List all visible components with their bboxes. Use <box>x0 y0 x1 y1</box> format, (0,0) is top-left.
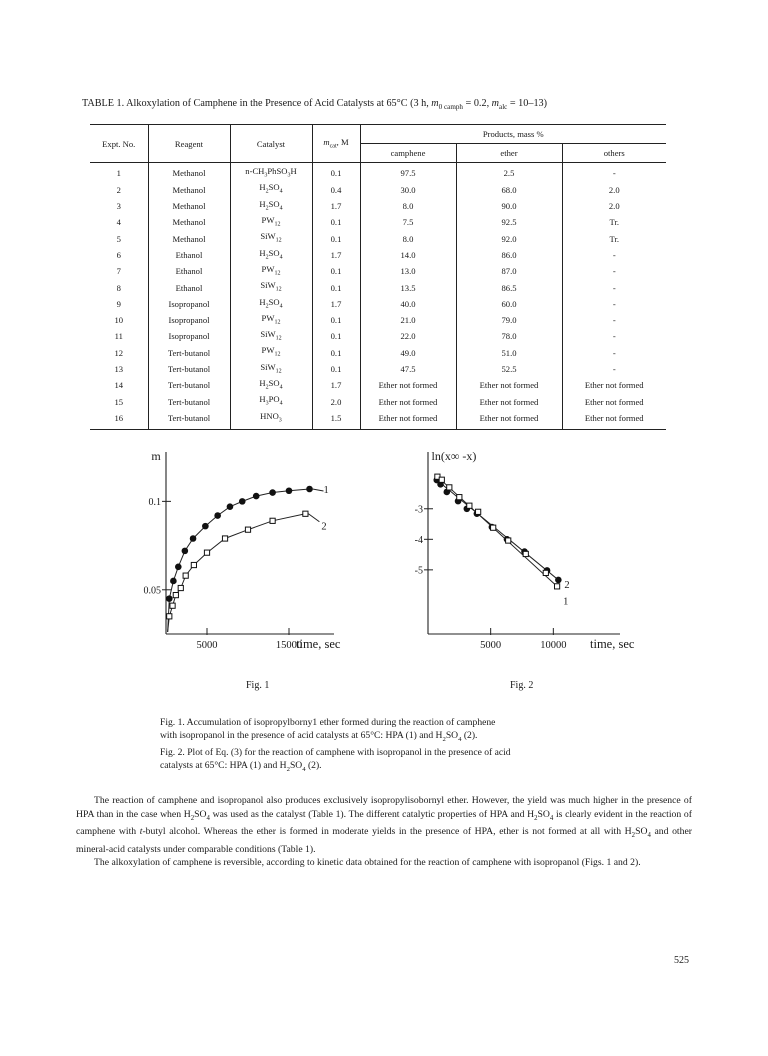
cell-reagent: Ethanol <box>148 280 230 296</box>
cell-mcat: 0.1 <box>312 313 360 329</box>
data-point <box>166 595 173 602</box>
cell-others: - <box>562 362 666 378</box>
table-row <box>90 345 666 361</box>
data-point <box>214 512 221 519</box>
x-tick-label: 5000 <box>196 640 218 651</box>
cell-camphene: 21.0 <box>360 313 456 329</box>
figure-captions <box>160 716 640 776</box>
cell-camphene: Ether not formed <box>360 411 456 430</box>
cell-ether: 92.0 <box>456 231 562 247</box>
figure-1-chart <box>120 446 380 666</box>
table-row <box>90 411 666 430</box>
cell-mcat: 1.7 <box>312 297 360 313</box>
cell-others: - <box>562 280 666 296</box>
y-tick-label: 0.1 <box>148 496 161 508</box>
table-row <box>90 231 666 247</box>
cell-camphene: 8.0 <box>360 231 456 247</box>
cell-reagent: Tert-butanol <box>148 411 230 430</box>
cell-catalyst: $H_2SO_4$ <box>230 297 312 313</box>
series-label-leader <box>313 489 324 491</box>
body-text <box>76 794 692 870</box>
cell-reagent: Methanol <box>148 199 230 215</box>
cell-ether: 87.0 <box>456 264 562 280</box>
cell-expt-no: 8 <box>116 282 121 293</box>
table-row <box>90 182 666 198</box>
page-number: 525 <box>674 955 689 966</box>
cell-expt-no: 6 <box>116 249 121 260</box>
data-point <box>543 570 548 575</box>
cell-camphene: 13.5 <box>360 280 456 296</box>
header-reagent: Reagent <box>148 125 230 163</box>
cell-ether: Ether not formed <box>456 411 562 430</box>
cell-others: - <box>562 248 666 264</box>
table-row <box>90 248 666 264</box>
figure-2-chart <box>394 446 664 666</box>
header-ether: ether <box>456 144 562 163</box>
cell-expt-no: 4 <box>116 217 121 228</box>
cell-mcat: 1.5 <box>312 411 360 430</box>
data-point <box>457 495 462 500</box>
cell-mcat: 0.4 <box>312 182 360 198</box>
cell-reagent: Isopropanol <box>148 313 230 329</box>
cell-camphene: 30.0 <box>360 182 456 198</box>
cell-others: - <box>562 313 666 329</box>
series-label-leader <box>308 514 319 522</box>
cell-ether: 79.0 <box>456 313 562 329</box>
header-catalyst: Catalyst <box>230 125 312 163</box>
series-line-2 <box>437 480 559 580</box>
cell-mcat: 0.1 <box>312 215 360 231</box>
cell-ether: 52.5 <box>456 362 562 378</box>
y-tick-label: -3 <box>414 504 423 516</box>
cell-catalyst: $H_2SO_4$ <box>230 248 312 264</box>
cell-reagent: Methanol <box>148 182 230 198</box>
data-point <box>222 536 227 541</box>
cell-others: - <box>562 297 666 313</box>
cell-mcat: 0.1 <box>312 362 360 378</box>
cell-catalyst: $PW_{12}$ <box>230 345 312 361</box>
data-point <box>178 585 183 590</box>
data-point <box>204 550 209 555</box>
cell-camphene: 8.0 <box>360 199 456 215</box>
cell-expt-no: 11 <box>114 331 123 342</box>
cell-reagent: Methanol <box>148 163 230 183</box>
data-point <box>491 525 496 530</box>
table-row <box>90 394 666 410</box>
header-mcat: $m_{cat}$, M <box>312 125 360 163</box>
cell-ether: Ether not formed <box>456 378 562 394</box>
cell-ether: 92.5 <box>456 215 562 231</box>
cell-camphene: 97.5 <box>360 163 456 183</box>
cell-mcat: 1.7 <box>312 199 360 215</box>
cell-expt-no: 5 <box>116 233 121 244</box>
cell-mcat: 0.1 <box>312 345 360 361</box>
series-line-1 <box>168 489 310 632</box>
cell-mcat: 0.1 <box>312 280 360 296</box>
cell-others: Tr. <box>562 215 666 231</box>
alkoxylation-table <box>90 124 666 430</box>
x-axis-label: time, sec <box>296 637 341 651</box>
cell-others: Tr. <box>562 231 666 247</box>
fig1-caption-line1: Fig. 1. Accumulation of isopropylborny1 ether formed during the reaction of camphene <box>160 717 496 728</box>
cell-reagent: Methanol <box>148 231 230 247</box>
data-point <box>555 577 562 584</box>
cell-mcat: 1.7 <box>312 248 360 264</box>
data-point <box>506 538 511 543</box>
cell-reagent: Isopropanol <box>148 329 230 345</box>
series-line-1 <box>437 477 557 587</box>
cell-mcat: 2.0 <box>312 394 360 410</box>
cell-reagent: Methanol <box>148 215 230 231</box>
data-point <box>175 564 182 571</box>
cell-catalyst: $PW_{12}$ <box>230 215 312 231</box>
series-label: 2 <box>321 521 327 533</box>
data-point <box>183 573 188 578</box>
cell-others: - <box>562 345 666 361</box>
cell-camphene: Ether not formed <box>360 394 456 410</box>
fig2-caption-line1: Fig. 2. Plot of Eq. (3) for the reaction of camphene with isopropanol in the presence of acid <box>160 746 511 758</box>
data-point <box>190 535 197 542</box>
data-point <box>447 485 452 490</box>
cell-camphene: 47.5 <box>360 362 456 378</box>
cell-others: Ether not formed <box>562 411 666 430</box>
data-point <box>173 592 178 597</box>
y-tick-label: -5 <box>414 565 423 577</box>
header-camphene: camphene <box>360 144 456 163</box>
cell-reagent: Ethanol <box>148 264 230 280</box>
data-point <box>191 562 196 567</box>
x-tick-label: 10000 <box>540 640 567 651</box>
cell-expt-no: 14 <box>114 380 124 391</box>
cell-camphene: 22.0 <box>360 329 456 345</box>
paragraph-1: The reaction of camphene and isopropanol also produces exclusively isopropylisobornyl ether. However, the yield was much higher in the presence of HPA than in the case when $H_2SO_4$ was used as the catalyst (Table 1). The different catalytic properties of HPA and $H_2SO_4$ is clearly evident in the reaction of camphene with t-butyl alcohol. Whereas the ether is formed in moderate yields in the presence of HPA, ether is not formed at all with $H_2SO_4$ and other mineral-acid catalysts under comparable conditions (Table 1). <box>76 795 692 855</box>
table-row <box>90 163 666 183</box>
cell-ether: Ether not formed <box>456 394 562 410</box>
cell-catalyst: SiW$_{12}$ <box>230 362 312 378</box>
fig1-caption-line2: with isopropanol in the presence of acid catalysts at 65°C: HPA (1) and $H_2SO_4$ (2). <box>160 730 478 743</box>
x-tick-label: 15000 <box>275 640 303 651</box>
cell-expt-no: 1 <box>116 168 121 179</box>
cell-expt-no: 15 <box>114 396 124 407</box>
table-row <box>90 199 666 215</box>
cell-catalyst: SiW$_{12}$ <box>230 231 312 247</box>
cell-expt-no: 2 <box>116 184 121 195</box>
table-row <box>90 378 666 394</box>
header-expt-no: Expt. No. <box>90 125 148 163</box>
x-tick-label: 5000 <box>480 640 502 651</box>
table-row <box>90 264 666 280</box>
cell-mcat: 0.1 <box>312 163 360 183</box>
paragraph-2: The alkoxylation of camphene is reversible, according to kinetic data obtained for the reaction of camphene with isopropanol (Figs. 1 and 2). <box>94 857 641 869</box>
cell-catalyst: $HNO_3$ <box>230 411 312 430</box>
cell-expt-no: 9 <box>116 298 121 309</box>
data-point <box>170 578 177 585</box>
cell-reagent: Isopropanol <box>148 297 230 313</box>
cell-catalyst: $H_2SO_4$ <box>230 378 312 394</box>
cell-reagent: Ethanol <box>148 248 230 264</box>
cell-mcat: 0.1 <box>312 329 360 345</box>
cell-ether: 86.5 <box>456 280 562 296</box>
series-label: 2 <box>564 579 570 591</box>
cell-reagent: Tert-butanol <box>148 345 230 361</box>
table-row <box>90 280 666 296</box>
data-point <box>306 486 313 493</box>
cell-catalyst: $H_2SO_4$ <box>230 199 312 215</box>
data-point <box>202 523 209 530</box>
data-point <box>554 584 559 589</box>
cell-ether: 90.0 <box>456 199 562 215</box>
cell-ether: 60.0 <box>456 297 562 313</box>
data-point <box>227 503 234 510</box>
y-tick-label: -4 <box>414 534 423 546</box>
cell-catalyst: SiW$_{12}$ <box>230 329 312 345</box>
header-others: others <box>562 144 666 163</box>
cell-others: - <box>562 264 666 280</box>
cell-reagent: Tert-butanol <box>148 378 230 394</box>
cell-expt-no: 10 <box>114 315 124 326</box>
cell-others: - <box>562 163 666 183</box>
y-axis-label: m <box>151 449 161 463</box>
cell-ether: 2.5 <box>456 163 562 183</box>
cell-expt-no: 7 <box>116 266 121 277</box>
table-row <box>90 329 666 345</box>
data-point <box>239 498 246 505</box>
cell-reagent: Tert-butanol <box>148 362 230 378</box>
cell-others: 2.0 <box>562 199 666 215</box>
cell-camphene: 49.0 <box>360 345 456 361</box>
cell-ether: 68.0 <box>456 182 562 198</box>
cell-catalyst: $PW_{12}$ <box>230 313 312 329</box>
cell-others: - <box>562 329 666 345</box>
data-point <box>467 503 472 508</box>
cell-camphene: 13.0 <box>360 264 456 280</box>
cell-ether: 86.0 <box>456 248 562 264</box>
cell-expt-no: 13 <box>114 364 124 375</box>
x-axis-label: time, sec <box>590 637 635 651</box>
cell-catalyst: $H_2SO_4$ <box>230 182 312 198</box>
data-point <box>476 509 481 514</box>
cell-ether: 51.0 <box>456 345 562 361</box>
cell-catalyst: $PW_{12}$ <box>230 264 312 280</box>
data-point <box>253 493 260 500</box>
cell-others: 2.0 <box>562 182 666 198</box>
cell-camphene: 40.0 <box>360 297 456 313</box>
y-axis-label: ln(x∞ -x) <box>431 449 477 463</box>
table-row <box>90 297 666 313</box>
data-point <box>182 548 189 555</box>
data-point <box>286 487 293 494</box>
cell-catalyst: $H_3PO_4$ <box>230 394 312 410</box>
figure-1-label: Fig. 1 <box>246 680 270 691</box>
data-point <box>303 511 308 516</box>
cell-expt-no: 16 <box>90 411 148 430</box>
cell-mcat: 0.1 <box>312 231 360 247</box>
cell-camphene: Ether not formed <box>360 378 456 394</box>
data-point <box>439 477 444 482</box>
table-caption: TABLE 1. Alkoxylation of Camphene in the Presence of Acid Catalysts at 65°C (3 h, $m_{0 camph} = 0.2$, $m_{alc} = 10-13$) <box>82 98 548 112</box>
cell-camphene: 14.0 <box>360 248 456 264</box>
table-row <box>90 215 666 231</box>
data-point <box>523 551 528 556</box>
cell-others: Ether not formed <box>562 394 666 410</box>
table-row <box>90 313 666 329</box>
data-point <box>245 527 250 532</box>
series-label: 1 <box>563 596 569 608</box>
data-point <box>270 518 275 523</box>
cell-camphene: 7.5 <box>360 215 456 231</box>
cell-ether: 78.0 <box>456 329 562 345</box>
header-products-group: Products, mass % <box>360 125 666 144</box>
cell-expt-no: 3 <box>116 200 121 211</box>
figure-2-label: Fig. 2 <box>510 680 534 691</box>
cell-mcat: 1.7 <box>312 378 360 394</box>
fig2-caption-line2: catalysts at 65°C: HPA (1) and $H_2SO_4$ (2). <box>160 759 322 773</box>
cell-catalyst: $n-CH_3PhSO_3H$ <box>230 163 312 183</box>
cell-expt-no: 12 <box>114 347 124 358</box>
cell-mcat: 0.1 <box>312 264 360 280</box>
data-point <box>269 489 276 496</box>
data-point <box>167 614 172 619</box>
series-label: 1 <box>323 484 329 496</box>
table-row <box>90 362 666 378</box>
data-point <box>170 603 175 608</box>
y-tick-label: 0.05 <box>143 585 161 597</box>
cell-reagent: Tert-butanol <box>148 394 230 410</box>
cell-catalyst: SiW$_{12}$ <box>230 280 312 296</box>
cell-others: Ether not formed <box>562 378 666 394</box>
